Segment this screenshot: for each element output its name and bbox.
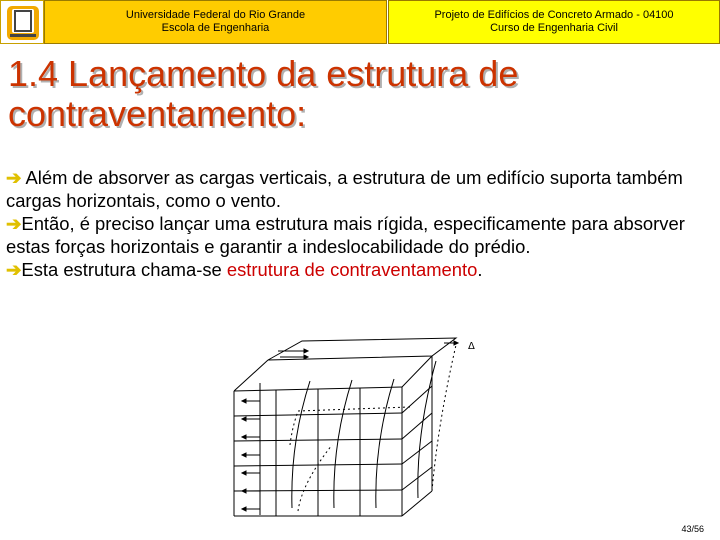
university-logo-icon [1,1,45,45]
institution-header [44,0,387,44]
bullet-paragraph-2 [6,212,714,258]
bullet-text-3-prefix: Esta estrutura chama-se [21,259,227,280]
bullet-paragraph-1 [6,166,714,212]
page-number: 43/56 [681,524,704,534]
slide-title-line2: contraventamento: [8,93,307,134]
course-name: Curso de Engenharia Civil [490,22,618,34]
slide-title [8,54,708,134]
bullet-paragraph-3 [6,258,714,281]
bullet-text-3-suffix: . [477,259,483,280]
bullet-text-2: Então, é preciso lançar uma estrutura mais rígida, especificamente para absorver estas forças horizontais e garantir a indeslocabilidade do prédio. [6,213,685,257]
highlight-term: estrutura de contraventamento [226,259,478,280]
slide-header [0,0,720,44]
project-name: Projeto de Edifícios de Concreto Armado - 04100 [434,9,674,21]
school-name: Escola de Engenharia [161,22,270,34]
arrow-right-icon: ➔ [6,167,22,188]
course-header [388,0,720,44]
arrow-right-icon: ➔ [6,259,22,280]
delta-label: Δ [468,341,475,352]
bullet-text-1: Além de absorver as cargas verticais, a estrutura de um edifício suporta também cargas horizontais, como o vento. [6,167,683,211]
frame-drawing [232,333,512,525]
university-logo [0,0,44,44]
slide-title-line1: 1.4 Lançamento da estrutura de [8,53,519,94]
institution-name: Universidade Federal do Rio Grande [125,9,306,21]
slide-body [6,166,714,281]
arrow-right-icon: ➔ [6,213,22,234]
bracing-structure-figure [232,333,512,525]
